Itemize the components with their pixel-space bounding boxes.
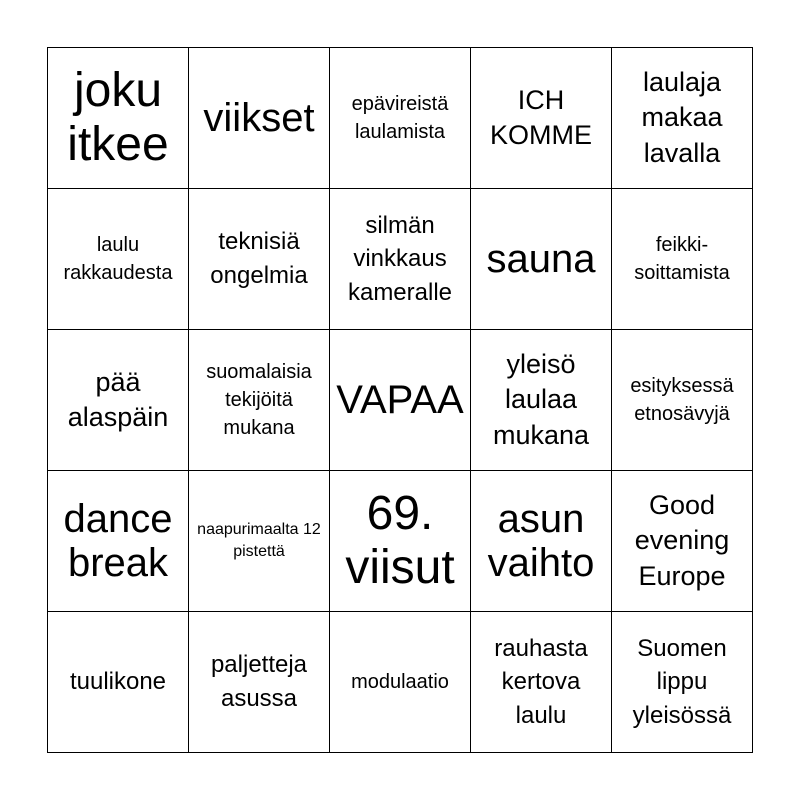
- bingo-cell[interactable]: [471, 330, 612, 471]
- bingo-cell[interactable]: [189, 612, 330, 753]
- bingo-cell[interactable]: [612, 330, 753, 471]
- bingo-cell[interactable]: [471, 48, 612, 189]
- bingo-cell-text: modulaatio: [351, 671, 449, 693]
- bingo-cell-text: rauhasta kertova laulu: [494, 634, 588, 729]
- bingo-cell[interactable]: [48, 612, 189, 753]
- bingo-cell-text: joku itkee: [67, 64, 169, 171]
- bingo-free-cell[interactable]: [330, 330, 471, 471]
- bingo-cell[interactable]: [330, 48, 471, 189]
- bingo-cell-text: silmän vinkkaus kameralle: [347, 211, 453, 306]
- bingo-cell-text: suomalaisia tekijöitä mukana: [206, 361, 312, 439]
- bingo-cell-text: Good evening Europe: [634, 490, 730, 591]
- bingo-cell[interactable]: [612, 612, 753, 753]
- bingo-cell[interactable]: [189, 471, 330, 612]
- bingo-cell-text: esityksessä etnosävyjä: [630, 375, 734, 425]
- bingo-cell-text: epävireistä laulamista: [351, 93, 449, 143]
- bingo-cell-text: 69. viisut: [345, 487, 455, 594]
- bingo-cell[interactable]: [48, 330, 189, 471]
- bingo-cell[interactable]: [330, 471, 471, 612]
- bingo-cell[interactable]: [189, 48, 330, 189]
- bingo-cell[interactable]: [471, 189, 612, 330]
- bingo-cell[interactable]: [330, 612, 471, 753]
- bingo-cell[interactable]: [471, 612, 612, 753]
- bingo-cell[interactable]: [189, 189, 330, 330]
- bingo-cell-text: VAPAA: [336, 378, 464, 422]
- bingo-cell-text: laulu rakkaudesta: [63, 234, 173, 284]
- bingo-cell-text: yleisö laulaa mukana: [492, 349, 590, 450]
- bingo-cell-text: asun vaihto: [487, 497, 595, 585]
- bingo-cell-text: laulaja makaa lavalla: [641, 67, 723, 168]
- bingo-cell-text: ICH KOMME: [489, 84, 592, 150]
- bingo-cell[interactable]: [330, 189, 471, 330]
- bingo-cell-text: dance break: [63, 497, 173, 585]
- bingo-cell-text: feikki-soittamista: [634, 234, 730, 284]
- bingo-cell-text: sauna: [486, 237, 596, 281]
- bingo-cell-text: tuulikone: [69, 668, 167, 696]
- bingo-cell[interactable]: [189, 330, 330, 471]
- bingo-cell-text: viikset: [203, 96, 315, 140]
- bingo-cell-text: teknisiä ongelmia: [210, 228, 308, 289]
- bingo-cell[interactable]: [48, 471, 189, 612]
- bingo-cell-text: pää alaspäin: [67, 366, 169, 432]
- bingo-cell-text: paljetteja asussa: [210, 651, 308, 712]
- bingo-cell[interactable]: [48, 189, 189, 330]
- bingo-cell[interactable]: [612, 189, 753, 330]
- bingo-cell[interactable]: [612, 471, 753, 612]
- bingo-board: [47, 47, 753, 753]
- bingo-cell-text: naapurimaalta 12 pistettä: [197, 520, 321, 560]
- bingo-cell[interactable]: [471, 471, 612, 612]
- bingo-cell[interactable]: [612, 48, 753, 189]
- bingo-cell-text: Suomen lippu yleisössä: [632, 634, 732, 729]
- bingo-cell[interactable]: [48, 48, 189, 189]
